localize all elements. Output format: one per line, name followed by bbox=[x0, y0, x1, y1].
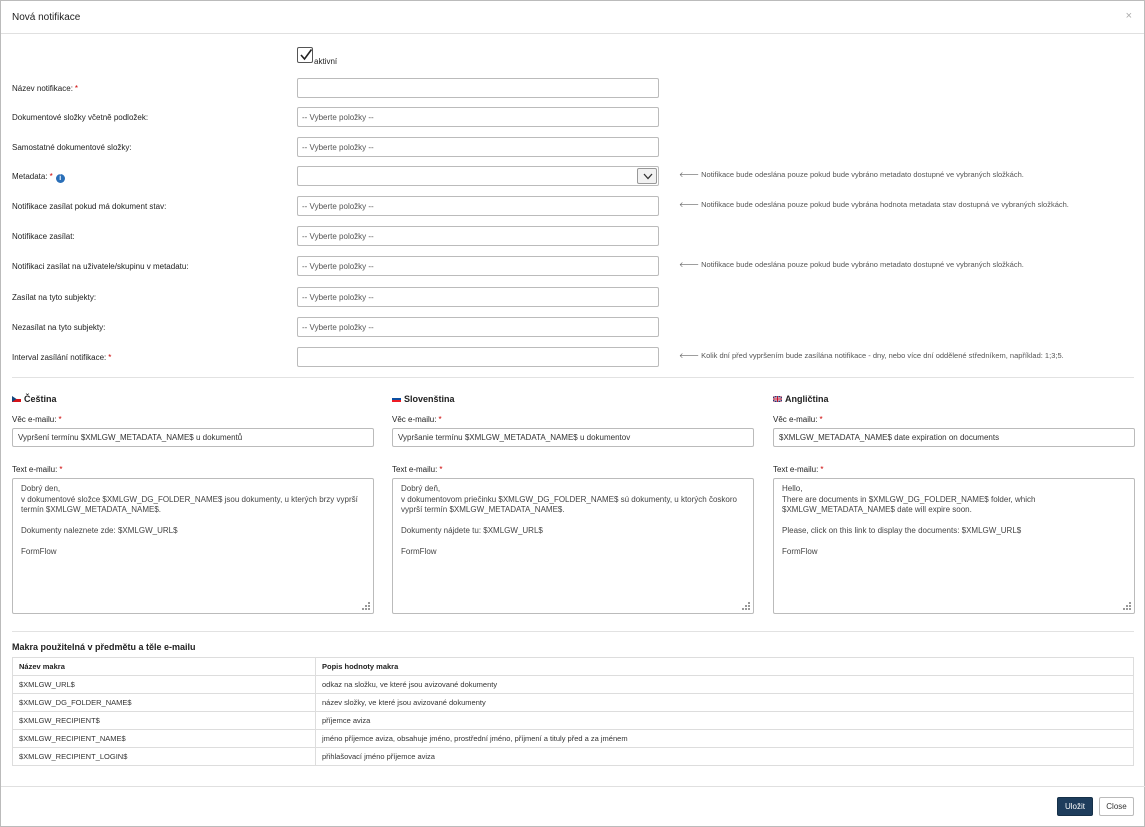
flag-uk-icon bbox=[773, 396, 782, 402]
resize-grip-icon[interactable] bbox=[1123, 602, 1132, 611]
send-row bbox=[1, 226, 1145, 248]
folders-incl-row bbox=[1, 107, 1145, 129]
macro-description: jméno příjemce aviza, obsahuje jméno, prostřední jméno, příjmení a tituly před a za jménem bbox=[316, 730, 1134, 748]
macro-name: $XMLGW_DG_FOLDER_NAME$ bbox=[13, 694, 316, 712]
metadata-hint: 🡐 Notifikace bude odeslána pouze pokud bude vybráno metadato dostupné ve vybraných složkách. bbox=[679, 170, 1024, 179]
table-header-row bbox=[13, 658, 1134, 676]
metadata-label: Metadata: * i bbox=[12, 172, 65, 183]
send-placeholder: -- Vyberte položky -- bbox=[302, 232, 374, 241]
send-select[interactable] bbox=[297, 226, 659, 246]
lang-title: Čeština bbox=[12, 394, 57, 404]
arrow-left-icon: 🡐 bbox=[679, 351, 700, 360]
divider bbox=[12, 631, 1134, 632]
subject-label: Věc e-mailu: * bbox=[392, 415, 442, 424]
folders-only-placeholder: -- Vyberte položky -- bbox=[302, 143, 374, 152]
subject-input[interactable]: Vypršení termínu $XMLGW_METADATA_NAME$ u dokumentů bbox=[12, 428, 374, 447]
macro-name: $XMLGW_URL$ bbox=[13, 676, 316, 694]
folders-only-row bbox=[1, 137, 1145, 159]
body-label: Text e-mailu: * bbox=[773, 465, 824, 474]
subjects-select[interactable] bbox=[297, 287, 659, 307]
dialog-header bbox=[1, 1, 1144, 34]
users-label: Notifikaci zasílat na uživatele/skupinu v metadatu: bbox=[12, 262, 189, 271]
dialog-footer-divider bbox=[1, 786, 1145, 787]
flag-sk-icon bbox=[392, 396, 401, 402]
active-checkbox-label: aktivní bbox=[314, 57, 338, 66]
metadata-select[interactable] bbox=[297, 166, 659, 186]
folders-incl-label: Dokumentové složky včetně podložek: bbox=[12, 113, 149, 122]
macro-description: odkaz na složku, ve které jsou avizované dokumenty bbox=[316, 676, 1134, 694]
chevron-down-icon bbox=[643, 173, 653, 180]
lang-title: Angličtina bbox=[773, 394, 829, 404]
body-textarea[interactable]: Dobrý deň, v dokumentovom priečinku $XMLGW_DG_FOLDER_NAME$ sú dokumenty, u ktorých čoskoro vyprší termín $XMLGW_METADATA_NAME$. Dokumenty nájdete tu: $XMLGW_URL$ FormFlow bbox=[392, 478, 754, 614]
macro-name: $XMLGW_RECIPIENT$ bbox=[13, 712, 316, 730]
users-row bbox=[1, 256, 1145, 278]
table-row bbox=[13, 676, 1134, 694]
table-row bbox=[13, 748, 1134, 766]
name-row bbox=[1, 78, 1145, 100]
users-hint: 🡐 Notifikace bude odeslána pouze pokud bude vybráno metadato dostupné ve vybraných složkách. bbox=[679, 260, 1024, 269]
nosubjects-placeholder: -- Vyberte položky -- bbox=[302, 323, 374, 332]
arrow-left-icon: 🡐 bbox=[679, 170, 700, 179]
subjects-label: Zasílat na tyto subjekty: bbox=[12, 293, 97, 302]
users-placeholder: -- Vyberte položky -- bbox=[302, 262, 374, 271]
subjects-placeholder: -- Vyberte položky -- bbox=[302, 293, 374, 302]
state-select[interactable] bbox=[297, 196, 659, 216]
folders-only-label: Samostatné dokumentové složky: bbox=[12, 143, 132, 152]
checkmark-icon bbox=[299, 48, 313, 62]
subject-input[interactable]: Vypršanie termínu $XMLGW_METADATA_NAME$ u dokumentov bbox=[392, 428, 754, 447]
resize-grip-icon[interactable] bbox=[362, 602, 371, 611]
name-input[interactable] bbox=[297, 78, 659, 98]
body-textarea[interactable]: Hello, There are documents in $XMLGW_DG_FOLDER_NAME$ folder, which $XMLGW_METADATA_NAME$ date will expire soon. Please, click on this link to display the documents: $XMLGW_URL$ FormFlow bbox=[773, 478, 1135, 614]
users-select[interactable] bbox=[297, 256, 659, 276]
state-hint: 🡐 Notifikace bude odeslána pouze pokud bude vybrána hodnota metadata stav dostupná ve vybraných složkách. bbox=[679, 200, 1069, 209]
resize-grip-icon[interactable] bbox=[742, 602, 751, 611]
column-header: Název makra bbox=[13, 658, 316, 676]
macros-table bbox=[12, 657, 1134, 766]
state-placeholder: -- Vyberte položky -- bbox=[302, 202, 374, 211]
metadata-row bbox=[1, 166, 1145, 188]
interval-input[interactable] bbox=[297, 347, 659, 367]
flag-cz-icon bbox=[12, 396, 21, 402]
interval-label: Interval zasílání notifikace: * bbox=[12, 353, 112, 362]
body-textarea[interactable]: Dobrý den, v dokumentové složce $XMLGW_DG_FOLDER_NAME$ jsou dokumenty, u kterých brzy vyprší termín $XMLGW_METADATA_NAME$. Dokumenty naleznete zde: $XMLGW_URL$ FormFlow bbox=[12, 478, 374, 614]
folders-only-select[interactable] bbox=[297, 137, 659, 157]
nosubjects-label: Nezasílat na tyto subjekty: bbox=[12, 323, 106, 332]
nosubjects-row bbox=[1, 317, 1145, 339]
column-header: Popis hodnoty makra bbox=[316, 658, 1134, 676]
macros-title: Makra použitelná v předmětu a těle e-mailu bbox=[12, 642, 196, 652]
lang-title: Slovenština bbox=[392, 394, 455, 404]
save-button[interactable]: Uložit bbox=[1057, 797, 1093, 816]
table-row bbox=[13, 730, 1134, 748]
macro-description: přihlašovací jméno příjemce aviza bbox=[316, 748, 1134, 766]
name-label: Název notifikace: * bbox=[12, 84, 79, 93]
send-label: Notifikace zasílat: bbox=[12, 232, 75, 241]
table-row bbox=[13, 694, 1134, 712]
table-row bbox=[13, 712, 1134, 730]
nosubjects-select[interactable] bbox=[297, 317, 659, 337]
macro-description: příjemce aviza bbox=[316, 712, 1134, 730]
close-button[interactable]: Close bbox=[1099, 797, 1134, 816]
dialog-title: Nová notifikace bbox=[12, 12, 81, 23]
body-label: Text e-mailu: * bbox=[12, 465, 63, 474]
folders-incl-select[interactable] bbox=[297, 107, 659, 127]
arrow-left-icon: 🡐 bbox=[679, 260, 700, 269]
interval-hint: 🡐 Kolik dní před vypršením bude zasílána notifikace - dny, nebo více dní oddělené středníkem, například: 1;3;5. bbox=[679, 351, 1064, 360]
subjects-row bbox=[1, 287, 1145, 309]
active-checkbox[interactable] bbox=[297, 47, 313, 63]
macro-description: název složky, ve které jsou avizované dokumenty bbox=[316, 694, 1134, 712]
macro-name: $XMLGW_RECIPIENT_LOGIN$ bbox=[13, 748, 316, 766]
interval-row bbox=[1, 347, 1145, 369]
subject-label: Věc e-mailu: * bbox=[773, 415, 823, 424]
close-icon[interactable]: × bbox=[1125, 10, 1132, 22]
folders-incl-placeholder: -- Vyberte položky -- bbox=[302, 113, 374, 122]
subject-input[interactable]: $XMLGW_METADATA_NAME$ date expiration on documents bbox=[773, 428, 1135, 447]
divider bbox=[12, 377, 1134, 378]
arrow-left-icon: 🡐 bbox=[679, 200, 700, 209]
body-label: Text e-mailu: * bbox=[392, 465, 443, 474]
state-label: Notifikace zasílat pokud má dokument stav: bbox=[12, 202, 167, 211]
subject-label: Věc e-mailu: * bbox=[12, 415, 62, 424]
info-icon[interactable]: i bbox=[56, 174, 65, 183]
state-row bbox=[1, 196, 1145, 218]
macro-name: $XMLGW_RECIPIENT_NAME$ bbox=[13, 730, 316, 748]
dropdown-button[interactable] bbox=[637, 168, 657, 184]
